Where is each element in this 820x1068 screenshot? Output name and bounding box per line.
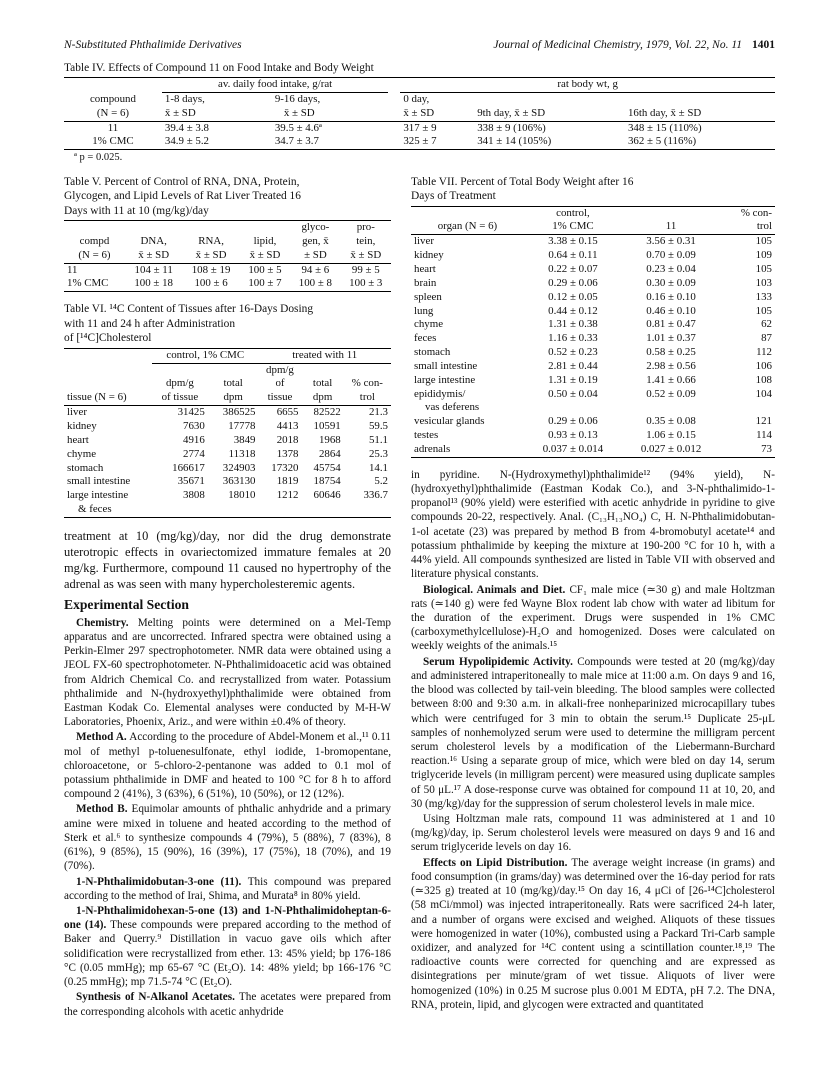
table-4 xyxy=(64,61,775,165)
table-row: stomach 166617 324903 17320 45754 14.1 xyxy=(67,461,388,474)
table-row: vesicular glands 0.29 ± 0.06 0.35 ± 0.08 121 xyxy=(414,415,772,428)
table-row: lung 0.44 ± 0.12 0.46 ± 0.10 105 xyxy=(414,304,772,317)
t4-group1: av. daily food intake, g/rat xyxy=(162,78,388,93)
table-row: kidney 0.64 ± 0.11 0.70 ± 0.09 109 xyxy=(414,249,772,262)
paragraph: 1-N-Phthalimidobutan-3-one (11). This compound was prepared according to the method of Irai, Shima, and Murata⁸ in 80% yield. xyxy=(64,875,391,902)
paragraph: Biological. Animals and Diet. CF₁ male mice (≃30 g) and male Holtzman rats (≃140 g) were fed Wayne Blox rodent lab chow with water ad libitum for the duration of the experiment. Drugs were suspended in 1% CMC (carboxymethylcellulose)-H₂O and homogenized. Doses were calculated on weekly weights of the animals.¹⁵ xyxy=(411,583,776,653)
paragraph: Method A. According to the procedure of Abdel-Monem et al.,¹¹ 0.11 mol of methyl p-toluenesulfonate, ethyl iodide, 1-bromopentane, chloroacetone, or 5-chloro-2-pentanone was added to 0.1 mol of potassium phthalimide in DMF and heated to 100 °C for 8 h to afford compound 2 (41%), 3 (63%), 6 (51%), 10 (50%), or 12 (12%). xyxy=(64,731,391,801)
table-row: chyme 2774 11318 1378 2864 25.3 xyxy=(67,447,388,460)
header-left: N-Substituted Phthalimide Derivatives xyxy=(64,39,242,51)
paragraph: Synthesis of N-Alkanol Acetates. The acetates were prepared from the corresponding alcohols with acetic anhydride xyxy=(64,991,391,1018)
paragraph: Method B. Equimolar amounts of phthalic anhydride and a primary amine were mixed in toluene and heated according to the method of Sterk et al.⁶ to synthesize compounds 4 (79%), 5 (88%), 7 (83%), 8 (61%), 9 (85%), 15 (90%), 16 (39%), 17 (75%), 18 (70%), and 19 (70%). xyxy=(64,803,391,873)
table-row: liver 3.38 ± 0.15 3.56 ± 0.31 105 xyxy=(414,235,772,248)
paragraph: Effects on Lipid Distribution. The average weight increase (in grams) and food consumption (in grams/day) was determined over the 16-day period for rats (≃325 g) treated at 10 (mg/kg)/day.¹⁵ On day 16, 4 μCi of [26-¹⁴C]cholesterol (58 mCi/mmol) was injected intraperitoneally. Rats were sacrificed 24-h later, and a number of organs were excised and weighed. Aliquots of these tissues were homogenized in water (10%), combusted using a Packard Tri-Carb sample oxidizer, and analyzed for ¹⁴C content using a scintillation counter.¹⁸,¹⁹ The radioactive counts were corrected for quenching and are expressed as disintegrations per minute/gram of wet tissue. Aliquots of liver were homogenized (10%) in 0.25 M sucrose plus 0.001 M EDTA, pH 7.2. The DNA, RNA, protein, lipid, and glycogen were extracted and quantitated xyxy=(411,856,775,1011)
table-row: 1% CMC 100 ± 18 100 ± 6 100 ± 7 100 ± 8 100 ± 3 xyxy=(64,277,391,291)
table-row: large intestine 1.31 ± 0.19 1.41 ± 0.66 108 xyxy=(414,373,772,386)
running-header xyxy=(64,38,775,53)
table-6-title: Table VI. ¹⁴C Content of Tissues after 16-Days Dosing with 11 and 24 h after Administration of [¹⁴C]Cholesterol xyxy=(64,303,314,345)
table-row: spleen 0.12 ± 0.05 0.16 ± 0.10 133 xyxy=(414,290,772,303)
table-row: 1% CMC 34.9 ± 5.2 34.7 ± 3.7 325 ± 7 341 ± 14 (105%) 362 ± 5 (116%) xyxy=(64,135,775,149)
paragraph: 1-N-Phthalimidohexan-5-one (13) and 1-N-Phthalimidoheptan-6-one (14). These compounds were prepared according to the method of Baker and Querry.⁹ Distillation in vacuo gave oils which after solidification were recrystallized from ether. 13: 45% yield; bp 176-186 °C (0.05 mmHg); mp 65-67 °C (Et₂O). 14: 48% yield; bp 166-176 °C (0.25 mmHg); mp 71.5-74 °C (Et₂O). xyxy=(64,905,391,989)
table-row: testes 0.93 ± 0.13 1.06 ± 0.15 114 xyxy=(414,429,772,442)
table-row: & feces xyxy=(64,503,391,517)
table-row: large intestine 3808 18010 1212 60646 336.7 xyxy=(67,489,388,502)
paragraph: in pyridine. N-(Hydroxymethyl)phthalimide¹² (94% yield), N-(hydroxyethyl)phthalimide (Eastman Kodak Co.), and 3-N-phthalimido-1-propanol¹³ (90% yield) were esterified with acetic anhydride in pyridine to give compounds 20-22, respectively. Anal. (C₁₃H₁₃NO₄) C, H. N-Phthalimidobutan-1-ol acetate (23) was prepared by method B from 4-bromobutyl acetate¹⁴ and potassium phthalimide by keeping the mixture at 190-200 °C for 10 h, with a 44% yield. All compounds synthesized are listed in Table VII with observed and literature physical constants. xyxy=(411,468,775,581)
table-7-grid: control, % con- organ (N = 6) 1% CMC 11 trol liver 3.38 ± 0.15 3.56 ± 0.31 105 kidney 0.64 ± 0.11 0.70 ± 0.09 109 heart 0.22 ± 0.07 0.23 ± 0.04 105 brain 0.29 ± 0.06 0.30 ± 0.09 103 spleen 0.12 ± 0.05 0.16 ± 0.10 133 lung 0.44 ± 0.12 0.46 ± 0.10 105 chyme 1.31 ± 0.38 0.81 ± 0.47 62 feces 1.16 ± 0.33 1.01 ± 0.37 87 stomach 0.52 ± 0.23 0.58 ± 0.25 112 small intestine 2.81 ± 0.44 2.98 ± 0.56 106 large intestine 1.31 ± 0.19 1.41 ± 0.66 108 epididymis/ 0.50 ± 0.04 0.52 ± 0.09 104 vas deferens vesicular glands 0.29 ± 0.06 0.35 ± 0.08 121 testes 0.93 ± 0.13 1.06 ± 0.15 114 adrenals 0.037 ± 0.014 0.027 ± 0.012 73 xyxy=(411,206,775,458)
table-row: liver 31425 386525 6655 82522 21.3 xyxy=(67,406,388,419)
paragraph: Using Holtzman male rats, compound 11 was administered at 1 and 10 (mg/kg)/day, ip. Serum cholesterol levels were measured on days 9 and 16 and serum triglyceride levels on day 16. xyxy=(411,813,775,854)
header-right: Journal of Medicinal Chemistry, 1979, Vol. 22, No. 11 1401 xyxy=(493,39,775,51)
table-7 xyxy=(411,175,775,458)
table-6-grid: control, 1% CMC treated with 11 dpm/g dpm/g total of total % con- tissue (N = 6) of tissue dpm tissue dpm trol liver 31425 386525 6655 82522 21.3 kidney 7630 17778 4413 10591 59.5 heart 4916 3849 2018 1968 51.1 chyme 2774 11318 1378 2864 25.3 stomach 166617 324903 17320 45754 14.1 small intestine 35671 363130 1819 18754 5.2 large intestine 3808 18010 1212 60646 336.7 & feces xyxy=(64,348,391,518)
paragraph: Chemistry. Melting points were determined on a Mel-Temp apparatus and are uncorrected. Infrared spectra were obtained using a Perkin-Elmer 297 spectrophotometer. NMR data were obtained using a JEOL FX-60 spectrophotometer. N-Phthalimidoacetic acid was obtained from Aldrich Chemical Co. and recrystallized from water. Potassium phthalimide and N-(hydroxyethyl)phthalimide were obtained from Eastman Kodak Co. Elemental analyses were conducted by M-H-W Laboratories, Phoenix, Ariz., and were within ±0.4% of theory. xyxy=(64,616,391,729)
table-row: epididymis/ 0.50 ± 0.04 0.52 ± 0.09 104 xyxy=(414,387,772,400)
table-7-title: Table VII. Percent of Total Body Weight after 16 Days of Treatment xyxy=(411,175,634,203)
table-row: heart 0.22 ± 0.07 0.23 ± 0.04 105 xyxy=(414,262,772,275)
table-row: brain 0.29 ± 0.06 0.30 ± 0.09 103 xyxy=(414,276,772,289)
table-row: 11 39.4 ± 3.8 39.5 ± 4.6ª 317 ± 9 338 ± 9 (106%) 348 ± 15 (110%) xyxy=(107,121,702,134)
table-4-title: Table IV. Effects of Compound 11 on Food Intake and Body Weight xyxy=(64,61,374,74)
table-4-grid: av. daily food intake, g/rat rat body wt, g compound 1-8 days, 9-16 days, 0 day, (N = 6) x̄ ± SD x̄ ± SD x̄ ± SD 9th day, x̄ ± SD 16th day, x̄ ± SD 11 39.4 ± 3.8 39.5 ± 4.6ª 317 ± 9 338 ± 9 (106%) 348 ± 15 (110%) 1% CMC 34.9 ± 5.2 34.7 ± 3.7 325 ± 7 341 ± 14 (105%) 362 ± 5 (116%) xyxy=(64,77,775,150)
paragraph: Serum Hypolipidemic Activity. Compounds were tested at 20 (mg/kg)/day and administered intraperitoneally to male mice at 11:00 a.m. On days 9 and 16, the blood was collected by tail-vein bleeding. The blood samples were collected between 8:00 and 9:30 a.m. in alkali-free nonheparinized microcapillary tubes which were centrifuged for 3 min to obtain the serum.¹⁵ Duplicate 25-μL samples of nonhemolyzed serum were used to determine the milligram percent serum cholesterol levels by a modification of the Liebermann-Burchard reaction.¹⁶ Using a separate group of mice, which were bled on day 14, serum triglyceride levels (in milligram percent) were measured using duplicate samples of 50 μL.¹⁷ A dose-response curve was obtained for compound 11 at 10, 20, and 30 (mg/kg)/day for the suppression of serum cholesterol levels in male mice. xyxy=(411,655,775,810)
table-5 xyxy=(64,175,391,293)
section-heading: Experimental Section xyxy=(64,597,189,613)
table-row: small intestine 2.81 ± 0.44 2.98 ± 0.56 106 xyxy=(414,359,772,372)
table-row: chyme 1.31 ± 0.38 0.81 ± 0.47 62 xyxy=(414,318,772,331)
table-6 xyxy=(64,302,391,518)
table-row: 11 104 ± 11 108 ± 19 100 ± 5 94 ± 6 99 ± 5 xyxy=(67,263,380,276)
left-body-text xyxy=(64,528,391,1019)
table-row: small intestine 35671 363130 1819 18754 5.2 xyxy=(67,475,388,488)
right-column xyxy=(411,175,775,1020)
table-5-title: Table V. Percent of Control of RNA, DNA, Protein, Glycogen, and Lipid Levels of Rat Liver Treated 16 Days with 11 at 10 (mg/kg)/day xyxy=(64,175,301,217)
table-row: heart 4916 3849 2018 1968 51.1 xyxy=(67,433,388,446)
t4-group2: rat body wt, g xyxy=(400,78,775,93)
page-number: 1401 xyxy=(752,39,775,51)
paragraph: treatment at 10 (mg/kg)/day, nor did the drug demonstrate uterotropic effects in ovariectomized immature females at 20 mg/kg. Furthermore, compound 11 caused no hypertrophy of the adrenal as was seen with many hypercholesteremic agents. xyxy=(64,528,391,592)
table-5-grid: glyco- pro- compd DNA, RNA, lipid, gen, x̄ tein, (N = 6) x̄ ± SD x̄ ± SD x̄ ± SD ± SD x̄ ± SD 11 104 ± 11 108 ± 19 100 ± 5 94 ± 6 99 ± 5 1% CMC 100 ± 18 100 ± 6 100 ± 7 100 ± 8 100 ± 3 xyxy=(64,220,391,292)
table-row: stomach 0.52 ± 0.23 0.58 ± 0.25 112 xyxy=(414,346,772,359)
table-row: adrenals 0.037 ± 0.014 0.027 ± 0.012 73 xyxy=(411,443,775,457)
right-body-text xyxy=(411,468,775,1012)
left-column xyxy=(64,175,391,1020)
table-row: kidney 7630 17778 4413 10591 59.5 xyxy=(67,419,388,432)
t4-footnote: ª p = 0.025. xyxy=(74,152,123,164)
table-row: vas deferens xyxy=(425,401,480,414)
table-row: feces 1.16 ± 0.33 1.01 ± 0.37 87 xyxy=(414,332,772,345)
